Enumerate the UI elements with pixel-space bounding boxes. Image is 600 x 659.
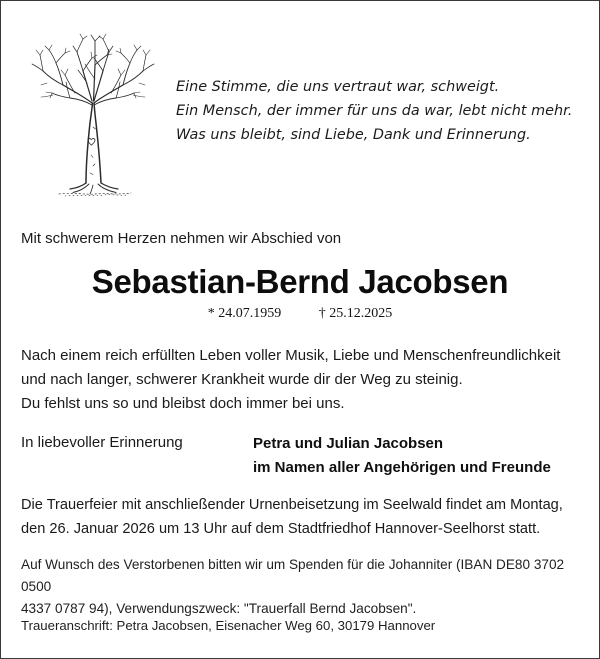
death-date: 25.12.2025 xyxy=(329,306,393,321)
verse-line: Ein Mensch, der immer für uns da war, lebt nicht mehr. xyxy=(176,103,573,119)
ceremony-line: Die Trauerfeier mit anschließender Urnenbeisetzung im Seelwald findet am Montag, xyxy=(21,497,563,513)
donation-line: 4337 0787 94), Verwendungszweck: "Trauerfall Bernd Jacobsen". xyxy=(21,601,417,616)
family-names xyxy=(253,432,551,480)
donation-line: Auf Wunsch des Verstorbenen bitten wir um Spenden für die Johanniter (IBAN DE80 3702 0500 xyxy=(21,557,565,594)
eulogy-line: Nach einem reich erfüllten Leben voller Musik, Liebe und Menschenfreundlichkeit xyxy=(21,347,561,364)
mourning-address: Traueranschrift: Petra Jacobsen, Eisenacher Weg 60, 30179 Hannover xyxy=(21,618,436,633)
deceased-name: Sebastian-Bernd Jacobsen xyxy=(91,263,509,300)
eulogy-text xyxy=(21,344,581,416)
family-name-line: im Namen aller Angehörigen und Freunde xyxy=(253,459,551,476)
death-symbol: † xyxy=(318,306,326,321)
verse-line: Was uns bleibt, sind Liebe, Dank und Erinnerung. xyxy=(176,127,531,143)
birth-symbol: * xyxy=(207,306,215,321)
donation-request xyxy=(21,554,583,620)
birth-date: 24.07.1959 xyxy=(218,306,282,321)
intro-text: Mit schwerem Herzen nehmen wir Abschied von xyxy=(21,230,342,247)
notice-inner xyxy=(1,1,599,658)
eulogy-line: und nach langer, schwerer Krankheit wurde dir der Weg zu steinig. xyxy=(21,371,463,388)
deceased-block xyxy=(1,263,599,323)
memory-label: In liebevoller Erinnerung xyxy=(21,434,183,451)
ceremony-details xyxy=(21,493,583,541)
verse-line: Eine Stimme, die uns vertraut war, schweigt. xyxy=(176,79,500,95)
death-date-group xyxy=(319,306,393,321)
ceremony-line: den 26. Januar 2026 um 13 Uhr auf dem Stadtfriedhof Hannover-Seelhorst statt. xyxy=(21,521,541,537)
birth-date-group xyxy=(208,306,285,321)
bare-tree-illustration xyxy=(23,23,163,201)
eulogy-line: Du fehlst uns so und bleibst doch immer bei uns. xyxy=(21,395,345,412)
family-name-line: Petra und Julian Jacobsen xyxy=(253,435,444,452)
life-dates xyxy=(1,305,599,323)
memorial-verse xyxy=(176,75,576,147)
